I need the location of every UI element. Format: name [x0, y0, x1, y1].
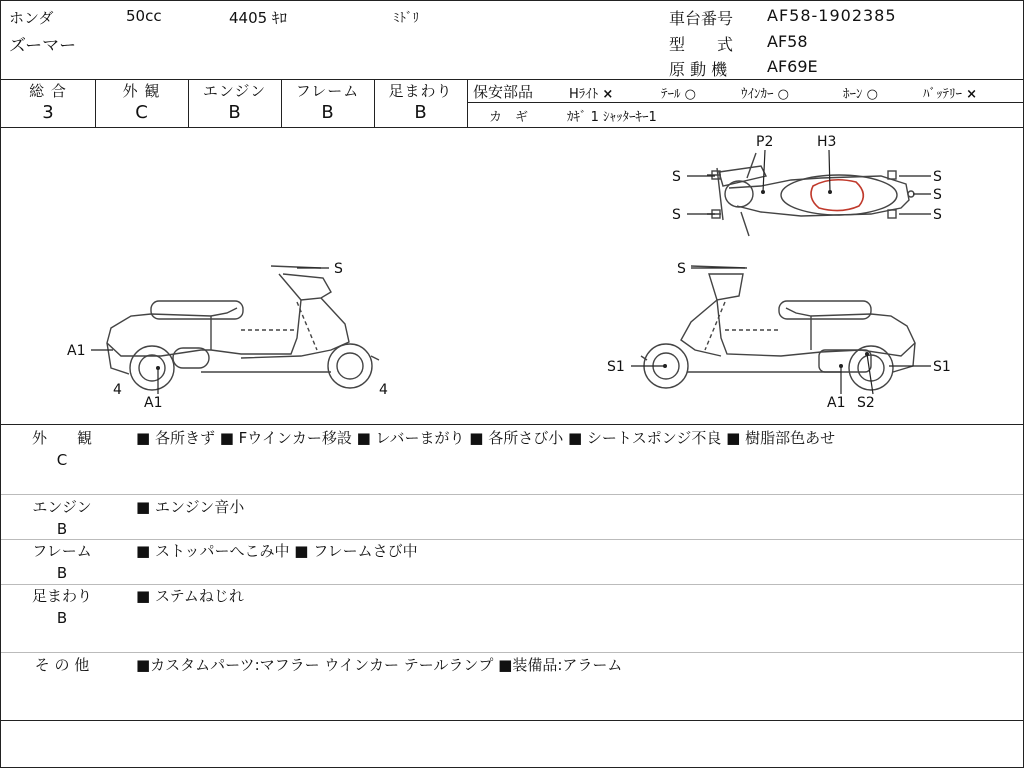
damage-diagram	[1, 128, 1023, 424]
grade-label: 足まわり	[388, 82, 453, 100]
frame-no: AF58-1902385	[767, 6, 897, 25]
grade-frame	[281, 79, 374, 127]
remark-label: エンジン	[32, 498, 92, 516]
safety-item-winker	[741, 83, 789, 102]
label-a1: A1	[67, 343, 86, 359]
grade-label: 外 観	[122, 82, 161, 100]
safety-item-headlight	[569, 83, 613, 102]
engine-value: AF69E	[767, 57, 818, 76]
remark-label: そ の 他	[34, 656, 90, 674]
grade-label: フレーム	[295, 82, 360, 100]
remark-text: ■ 各所きず ■ Fウインカー移設 ■ レバーまがり ■ 各所さび小 ■ シートスポンジ不良 ■ 樹脂部色あせ	[136, 429, 836, 447]
grade-value: B	[321, 102, 334, 123]
divider	[467, 79, 468, 127]
mileage: 4405 ｷﾛ	[229, 9, 287, 27]
grade-label: エンジン	[202, 82, 267, 100]
grade-value: 3	[42, 102, 54, 123]
remark-label: フレーム	[32, 542, 92, 560]
maker: ホンダ	[9, 9, 54, 27]
displacement: 50cc	[126, 7, 162, 25]
grade-value: B	[228, 102, 241, 123]
grade-engine	[188, 79, 281, 127]
label-s: S	[672, 169, 681, 185]
safety-item-mark: ×	[602, 87, 614, 102]
divider	[467, 102, 1024, 103]
grade-overall	[1, 79, 95, 127]
remark-label: 足まわり	[31, 587, 92, 605]
label-s2: S2	[857, 395, 875, 411]
safety-item-horn	[843, 83, 878, 102]
safety-item-mark: ×	[966, 87, 978, 102]
safety-label: 保安部品	[473, 83, 534, 101]
engine-label: 原 動 機	[669, 60, 728, 79]
remark-grade: B	[56, 609, 68, 627]
divider	[1, 494, 1023, 495]
remark-label: 外 観	[31, 429, 92, 447]
remark-grade: B	[56, 520, 68, 538]
label-p2: P2	[756, 134, 774, 150]
label-s: S	[933, 187, 942, 203]
label-s: S	[672, 207, 681, 223]
label-tire-rear: 4	[379, 382, 388, 398]
label-s: S	[933, 169, 942, 185]
safety-item-name: ﾊﾞｯﾃﾘｰ	[923, 87, 962, 102]
damage-mark-h3	[811, 180, 863, 211]
model-name: ズーマー	[9, 36, 77, 56]
grade-suspension	[374, 79, 467, 127]
label-s: S	[677, 261, 686, 277]
label-h3: H3	[817, 134, 837, 150]
divider	[1, 652, 1023, 653]
type-value: AF58	[767, 32, 808, 51]
safety-item-name: ﾃｰﾙ	[661, 87, 681, 102]
divider	[1, 720, 1023, 721]
remark-text: ■ ステムねじれ	[136, 587, 244, 605]
label-s1: S1	[933, 359, 951, 375]
remark-text: ■カスタムパーツ:マフラー ウインカー テールランプ ■装備品:アラーム	[136, 656, 623, 674]
safety-item-mark: ○	[777, 87, 789, 102]
safety-item-name: ﾎｰﾝ	[843, 87, 863, 102]
label-s: S	[933, 207, 942, 223]
divider	[1, 424, 1023, 425]
grade-label: 総 合	[29, 82, 67, 100]
safety-item-name: Hﾗｲﾄ	[569, 87, 599, 102]
color: ﾐﾄﾞﾘ	[393, 11, 419, 26]
remark-grade: B	[56, 564, 68, 582]
grade-value: B	[414, 102, 427, 123]
key-value: ｶｷﾞ 1 ｼｬｯﾀｰｷｰ1	[567, 110, 657, 125]
safety-item-name: ｳｲﾝｶｰ	[741, 87, 774, 102]
scooter-right-view	[641, 266, 915, 390]
remark-grade: C	[56, 451, 68, 469]
label-s1: S1	[607, 359, 625, 375]
frame-no-label: 車台番号	[669, 9, 734, 28]
label-s: S	[334, 261, 343, 277]
safety-item-mark: ○	[866, 87, 878, 102]
scooter-left-view	[107, 266, 379, 390]
grade-value: C	[135, 102, 148, 123]
safety-item-mark: ○	[684, 87, 696, 102]
label-tire-front: 4	[113, 382, 122, 398]
grade-exterior	[95, 79, 188, 127]
label-a1: A1	[827, 395, 846, 411]
remark-text: ■ ストッパーへこみ中 ■ フレームさび中	[136, 542, 418, 560]
label-a1: A1	[144, 395, 163, 411]
safety-item-battery	[923, 83, 977, 102]
key-label: カ ギ	[489, 110, 529, 125]
safety-item-tail	[661, 83, 696, 102]
remark-text: ■ エンジン音小	[136, 498, 245, 516]
type-label: 型 式	[669, 35, 734, 54]
